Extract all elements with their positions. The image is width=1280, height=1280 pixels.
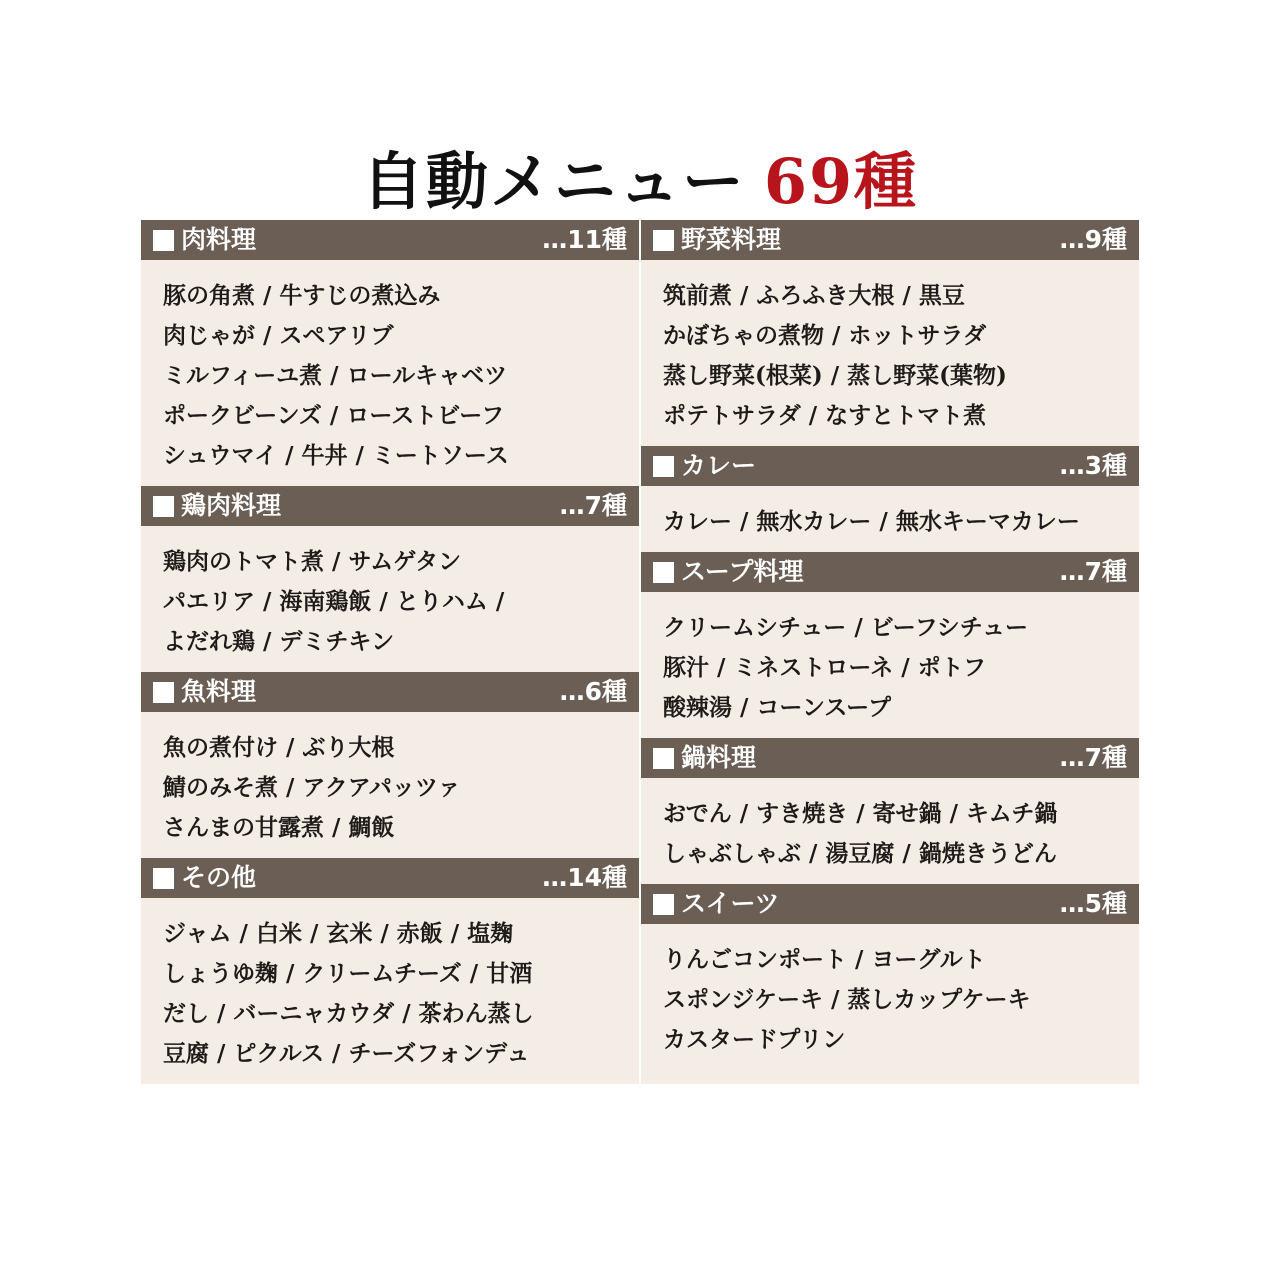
- section-header: [141, 858, 639, 898]
- title-count: 69種: [763, 145, 919, 218]
- section-name: 魚料理: [181, 677, 257, 706]
- section-count: …6種: [559, 677, 627, 706]
- menu-item-line: 魚の煮付け / ぶり大根: [163, 734, 395, 761]
- menu-item-line: 筑前煮 / ふろふき大根 / 黒豆: [663, 282, 965, 309]
- section-name: 鍋料理: [681, 743, 757, 772]
- square-bullet-icon: [653, 748, 674, 769]
- menu-item-line: 肉じゃが / スペアリブ: [163, 322, 394, 349]
- menu-section: [641, 884, 1139, 1084]
- section-header: [141, 486, 639, 526]
- section-name: スイーツ: [681, 889, 780, 918]
- section-name: カレー: [681, 451, 757, 480]
- section-count: …7種: [1059, 743, 1127, 772]
- menu-item-line: おでん / すき焼き / 寄せ鍋 / キムチ鍋: [663, 800, 1058, 827]
- section-header: [641, 220, 1139, 260]
- menu-item-line: ジャム / 白米 / 玄米 / 赤飯 / 塩麹: [163, 920, 514, 947]
- menu-item-line: パエリア / 海南鶏飯 / とりハム /: [163, 588, 505, 615]
- square-bullet-icon: [653, 456, 674, 477]
- menu-item-list: [141, 260, 639, 486]
- menu-item-line: スポンジケーキ / 蒸しカップケーキ: [663, 986, 1031, 1013]
- menu-item-list: [641, 778, 1139, 884]
- menu-item-line: かぼちゃの煮物 / ホットサラダ: [663, 322, 987, 349]
- menu-item-list: [141, 898, 639, 1084]
- square-bullet-icon: [153, 868, 174, 889]
- section-header: [641, 446, 1139, 486]
- section-header: [141, 220, 639, 260]
- section-count: …7種: [559, 491, 627, 520]
- section-name: 野菜料理: [681, 225, 782, 254]
- menu-item-line: クリームシチュー / ビーフシチュー: [663, 614, 1029, 641]
- menu-section: [141, 220, 639, 486]
- menu-item-list: [641, 260, 1139, 446]
- menu-section: [141, 672, 639, 858]
- menu-item-line: りんごコンポート / ヨーグルト: [663, 946, 986, 973]
- section-header: [141, 672, 639, 712]
- menu-item-line: さんまの甘露煮 / 鯛飯: [163, 814, 395, 841]
- square-bullet-icon: [153, 682, 174, 703]
- left-column: [141, 220, 639, 1084]
- menu-section: [641, 220, 1139, 446]
- section-count: …7種: [1059, 557, 1127, 586]
- square-bullet-icon: [653, 894, 674, 915]
- section-name: 肉料理: [181, 225, 257, 254]
- menu-item-list: [141, 712, 639, 858]
- menu-item-line: カレー / 無水カレー / 無水キーマカレー: [663, 508, 1080, 535]
- section-name: その他: [181, 863, 257, 892]
- menu-item-line: 酸辣湯 / コーンスープ: [663, 694, 891, 721]
- menu-section: [641, 446, 1139, 552]
- section-name: スープ料理: [681, 557, 804, 586]
- menu-section: [641, 552, 1139, 738]
- title-main: 自動メニュー: [361, 145, 746, 218]
- section-count: …9種: [1059, 225, 1127, 254]
- menu-item-line: ポテトサラダ / なすとトマト煮: [663, 402, 987, 429]
- page-title: [0, 142, 1280, 222]
- menu-section: [141, 858, 639, 1084]
- menu-item-line: ポークビーンズ / ローストビーフ: [163, 402, 505, 429]
- section-header: [641, 738, 1139, 778]
- menu-item-list: [641, 486, 1139, 552]
- menu-item-line: よだれ鶏 / デミチキン: [163, 628, 395, 655]
- menu-item-list: [641, 592, 1139, 738]
- section-count: …5種: [1059, 889, 1127, 918]
- menu-section: [141, 486, 639, 672]
- menu-item-line: 豚の角煮 / 牛すじの煮込み: [163, 282, 441, 309]
- section-name: 鶏肉料理: [181, 491, 282, 520]
- square-bullet-icon: [653, 562, 674, 583]
- right-column: [641, 220, 1139, 1084]
- menu-item-list: [641, 924, 1139, 1084]
- menu-item-line: 蒸し野菜(根菜) / 蒸し野菜(葉物): [663, 362, 1007, 389]
- section-header: [641, 884, 1139, 924]
- menu-item-line: しょうゆ麹 / クリームチーズ / 甘酒: [163, 960, 533, 987]
- square-bullet-icon: [153, 230, 174, 251]
- section-header: [641, 552, 1139, 592]
- menu-section: [641, 738, 1139, 884]
- menu-item-line: 豚汁 / ミネストローネ / ポトフ: [663, 654, 986, 681]
- menu-item-line: しゃぶしゃぶ / 湯豆腐 / 鍋焼きうどん: [663, 840, 1057, 867]
- section-count: …14種: [542, 863, 627, 892]
- menu-item-line: 鶏肉のトマト煮 / サムゲタン: [163, 548, 462, 575]
- menu-item-line: シュウマイ / 牛丼 / ミートソース: [163, 442, 509, 469]
- square-bullet-icon: [153, 496, 174, 517]
- menu-item-line: ミルフィーユ煮 / ロールキャベツ: [163, 362, 508, 389]
- menu-item-line: カスタードプリン: [663, 1026, 846, 1053]
- section-count: …11種: [542, 225, 627, 254]
- menu-item-list: [141, 526, 639, 672]
- section-count: …3種: [1059, 451, 1127, 480]
- menu-item-line: 鯖のみそ煮 / アクアパッツァ: [163, 774, 461, 801]
- menu-item-line: 豆腐 / ピクルス / チーズフォンデュ: [163, 1040, 530, 1067]
- menu-item-line: だし / バーニャカウダ / 茶わん蒸し: [163, 1000, 534, 1027]
- square-bullet-icon: [653, 230, 674, 251]
